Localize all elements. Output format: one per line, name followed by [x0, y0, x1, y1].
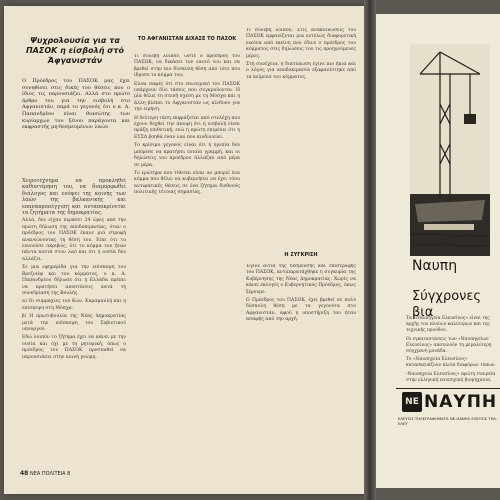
- paragraph: Η δεύτερη τάση εκφράζεται από στελέχη που έχουν δεχθεί την άποψη ότι η εισβολή είναι πράξη επιθετική, ενώ η πρώτη επιμένει ότι η ΕΣΣΔ βοηθά έναν λαό που κινδυνεύει.: [134, 115, 240, 140]
- crane-drawing: [410, 44, 490, 256]
- magazine-name: ΝΕΑ ΠΟΛΙΤΕΙΑ 8: [29, 471, 71, 477]
- paragraph: -Ναυπηγεία Ελευσίνος» πρώτη εταιρεία στην ελληνική ναυπηγική βιομηχανία.: [406, 371, 496, 383]
- paragraph: Το κρίσιμο γεγονός είναι ότι η ηγεσία δεν μπόρεσε να κρατήσει ενιαία γραμμή, και οι δηλώσεις του προέδρου άλλαζαν από μέρα σε μέρα.: [134, 143, 240, 168]
- page-footer: [20, 470, 70, 477]
- paragraph: Χειροτέχνημα να προκληθεί καθυστέρηση του, να διαμορφωθεί διάλογος και ενόψει της κοινής των λαών της βαλκανικής και επαναπροσέγγιση και ανταποκρίνεται τα ζητήματα της δημοκρατίας.: [22, 178, 126, 217]
- paragraph: β) Η πρωτοβουλία της Νέας Δημοκρατίας μετά την επίσκεψη του Σοβιετικού υπουργού.: [22, 314, 126, 332]
- article2-body: [134, 54, 240, 468]
- paragraph: Αλλά, δεν είχαν περάσει 24 ώρες από την πρώτη δήλωση της αποδοκιμασίας, όταν ο πρόεδρος του ΠΑΣΟΚ έκανε μια στροφή ανανεώνοντας τη θέση του. Είπε ότι το εννοούσε ακριβώς, ότι το κόμμα του ήταν πάντα κοντά στον λαό και ότι η ουσία δεν αλλάζει.: [22, 218, 126, 262]
- paragraph: α) Οι συμμαχίες του Κων. Καραμανλή και η επίσκεψη στη Μόσχα.: [22, 299, 126, 311]
- article-title-afghanistan: Ψυχρολουσία για τα ΠΑΣΟΚ η είσβολή στό Άφγανιστάν: [25, 36, 124, 65]
- ad-brand-subtitle: ΕΛΕΥΣΙΣ ΤΗΛΕΓΡΑΦΗΜΑΤΑ ΝΕ-ΗΑΝΗΛ ΕΛΕΥΣΙΣ ΤΗΛ. ΕΛΕΥ: [398, 416, 498, 426]
- ad-headline: Ναυπη: [412, 258, 458, 274]
- paragraph: Τι συνέβη λοιπόν; Στις ανακοινώσεις του ΠΑΣΟΚ εμφανίζεται μια εντελώς διαφορετική εικόνα από εκείνη που έδινε ο πρόεδρος του κόμματος στις δηλώσεις του τις προηγούμενες μέρες.: [246, 28, 356, 59]
- paragraph: Το ερώτημα που τίθεται είναι αν μπορεί ένα κόμμα που θέλει να κυβερνήσει να έχει τόσο αντιφατικές θέσεις σε ένα ζήτημα διεθνούς πολιτικής τέτοιας σημασίας.: [134, 170, 240, 196]
- article1-body: [22, 178, 126, 468]
- paragraph: Ο Πρόεδρος του ΠΑΣΟΚ, έχει βρεθεί σε πολύ δύσκολη θέση με τα γεγονότα στο Αφγανιστάν, αφού η υποστήριξη του ήταν ασαφής από την αρχή.: [246, 298, 356, 323]
- paragraph: Το «Ναυπηγεία Ελευσίνος» κατασκευάζουν πλοία διαφόρων τύπων.: [406, 357, 496, 369]
- paragraph: Έγινε αιτία της δεσμεύσης και επιστροφής του ΠΑΣΟΚ, αντιπαρατάχθηκε η συγκυρία της Κυβέρνησης της Νέας Δημοκρατίας. Χωρίς να κάνει εκλογές ο Κυβερνητικός Πρόεδρος, όπως ξέρουμε.: [246, 264, 356, 295]
- shipyard-crane-illustration: [410, 44, 490, 256]
- paragraph: Εδώ λοιπόν το ζήτημα έχει να κάνει με την ουσία και όχι με τη ρητορική, όπως ο πρόεδρος του ΠΑΣΟΚ προσπαθεί να παρουσιάσει στην κοινή γνώμη.: [22, 335, 126, 360]
- article3-body-bottom: [246, 264, 356, 468]
- ad-brand-name: ΝΑΥΠΗ: [424, 392, 498, 412]
- article-lead: Ο Πρόεδρος του ΠΑΣΟΚ μας έχει συνηθίσει στις δικές του θέσεις που ο ίδιος τις παρουσιάζει. Αλλά στο πρώτο άρθρο του για την εισβολή στο Αφγανιστάν, παρά το γεγονός ότι ο κ. Α. Παπανδρέου είναι θιασώτης των κυρίαρχων του ξένου παράγοντα και εκφραστής μη-δεσμευμένων λαών.: [22, 78, 130, 131]
- paragraph: Είναι σαφές ότι στο εσωτερικό του ΠΑΣΟΚ υπάρχουν δύο τάσεις που συγκρούονται. Η μία θέλει τη στενή σχέση με τη Μόσχα και η άλλη βλέπει το Αφγανιστάν ως κίνδυνο για την ειρήνη.: [134, 81, 240, 113]
- paragraph: Σε μια εφημερίδα για την επίσκεψη του Βρεζνιέφ και του κόμματος, ο κ. Α. Παπανδρέου δήλωσε ότι η Ελλάδα πρέπει να κρατήσει αποστάσεις κατά τη συνεδρίαση της Βουλής.: [22, 265, 126, 296]
- paragraph: Τι συνέβη λοιπόν, ώστε ο πρόεδρος του ΠΑΣΟΚ, να δικάσει τον εαυτό του και να βρεθεί στην πιο δύσκολη θέση από τότε που ίδρυσε το κόμμα του;: [134, 54, 240, 79]
- ad-body: [406, 316, 500, 386]
- article3-body-top: [246, 28, 356, 248]
- paragraph: Τα «Ναυπηγεία Ελευσίνος» είναι της αρχής του πλοίων καλύτερων και της τεχνικής προόδου.: [406, 316, 490, 334]
- paragraph: Οι εγκαταστάσεις των «Ναυπηγείων Ελευσίνος» αποτελούν τη μεγαλύτερη σύγχρονη μονάδα.: [406, 336, 492, 355]
- page-gutter: [364, 0, 376, 500]
- page-number: 48: [20, 470, 29, 477]
- ad-subheadline: Σύγχρονες βια: [412, 289, 482, 320]
- section-heading-comparison: Η ΣΥΓΚΡΙΣΗ: [284, 252, 318, 258]
- shipyard-logo-icon: ΝΕ: [402, 392, 422, 412]
- article2-title: ΤΟ ΑΦΓΑΝΙΣΤΑΝ ΔΙΧΑΣΕ ΤΟ ΠΑΣΟΚ: [137, 36, 237, 42]
- paragraph: Στη συνέχεια, η διατύπωση έγινε πιο ήπια και ο λόγος για αποδοκιμασία εξαφανίστηκε από τα κείμενα του κόμματος.: [246, 62, 356, 80]
